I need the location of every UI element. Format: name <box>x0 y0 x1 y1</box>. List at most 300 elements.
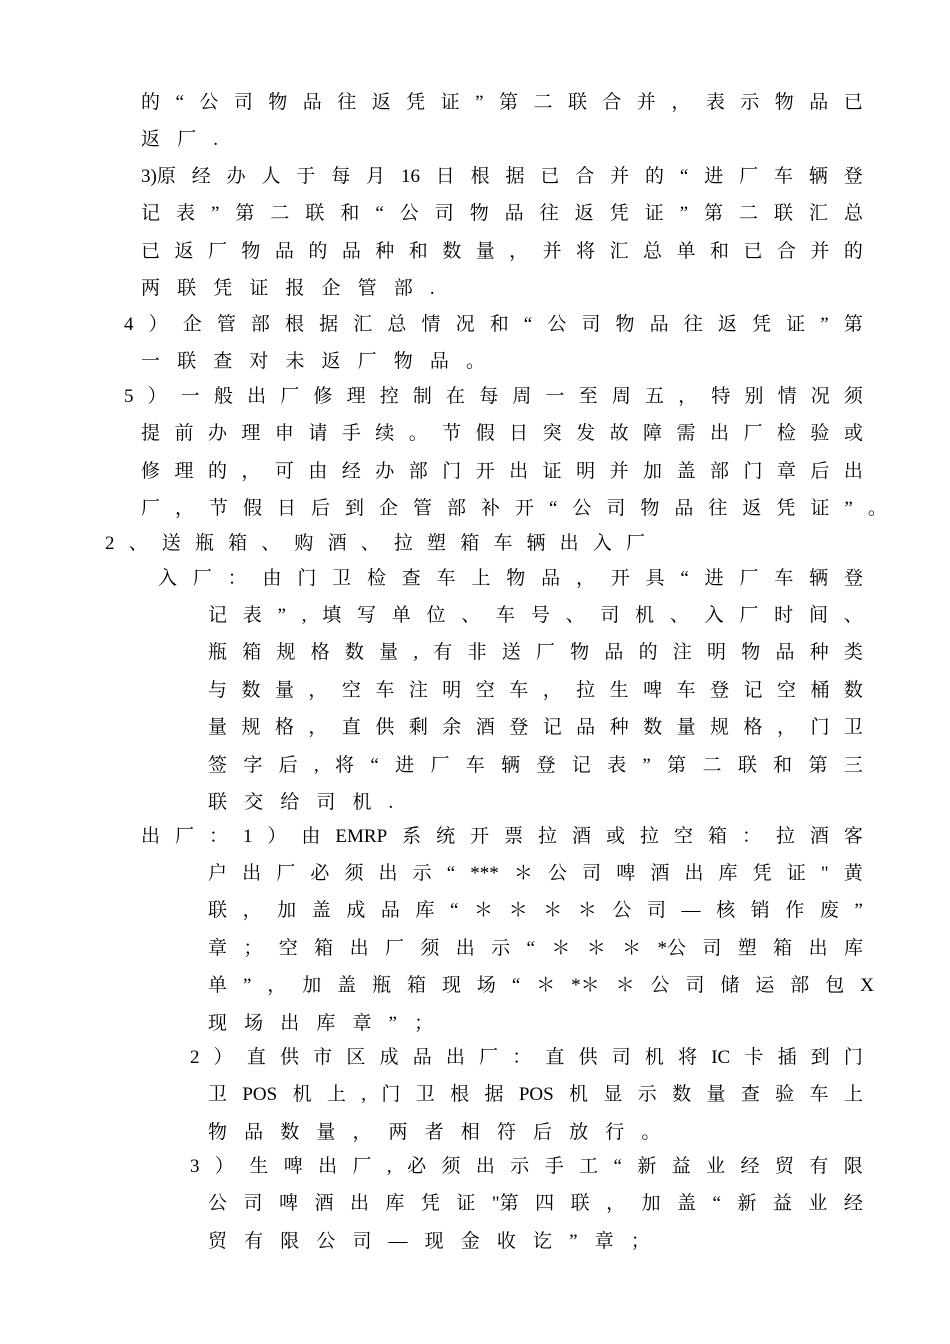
text-token: “ <box>712 1193 721 1214</box>
text-token: 汇 <box>353 314 373 335</box>
text-token: 和 <box>773 755 793 776</box>
text-token: 合 <box>602 92 622 113</box>
text-token: ： <box>741 826 761 847</box>
text-token: 单 <box>676 241 696 262</box>
text-token: ” <box>277 605 286 626</box>
text-token: 废 <box>819 900 839 921</box>
text-token: 司 <box>243 1193 263 1214</box>
text-token: 出 <box>509 461 529 482</box>
text-token: 证 <box>810 498 830 519</box>
text-token: 场 <box>244 1013 264 1034</box>
text-token: ” <box>679 203 689 224</box>
text-token: 量 <box>274 680 294 701</box>
text-token: 、 <box>360 533 380 554</box>
text-token: 未 <box>285 351 305 372</box>
text-token: . <box>429 278 435 299</box>
text-token: 库 <box>718 863 738 884</box>
text-token: ＊ <box>508 900 528 921</box>
text-token: 库 <box>843 938 863 959</box>
text-token: ＊ <box>622 938 642 959</box>
text-token: 证 <box>249 278 269 299</box>
text-token: 符 <box>496 1122 516 1143</box>
text-token: 厂 <box>739 166 759 187</box>
text-token: 并 <box>542 241 562 262</box>
text-token: 前 <box>174 423 194 444</box>
text-token: 手 <box>544 1156 564 1177</box>
text-token: 加 <box>302 975 322 996</box>
text-token: 厂 <box>739 605 759 626</box>
text-token: 2 <box>190 1047 200 1068</box>
text-token: 品 <box>429 351 449 372</box>
text-token: 司 <box>646 900 666 921</box>
text-token: 往 <box>683 314 703 335</box>
text-token: 种 <box>809 642 829 663</box>
text-token: ＊ <box>536 975 556 996</box>
text-token: 瓶 <box>208 642 228 663</box>
text-token: 和 <box>408 241 428 262</box>
text-token: 可 <box>274 461 294 482</box>
text-token: 第 <box>499 92 519 113</box>
text-token: 假 <box>243 498 263 519</box>
text-token: 、 <box>565 605 585 626</box>
text-token: 日 <box>509 423 529 444</box>
text-token: 并 <box>609 461 629 482</box>
text-token: 联 <box>177 351 197 372</box>
text-token: 核 <box>716 900 736 921</box>
text-token: ” <box>210 203 220 224</box>
text-token: 证 <box>456 1193 476 1214</box>
text-token: 汇 <box>808 203 828 224</box>
text-token: 管 <box>216 314 236 335</box>
text-token: 直 <box>545 1047 565 1068</box>
text-token: 拉 <box>640 826 660 847</box>
text-token: 对 <box>249 351 269 372</box>
text-token: 车 <box>509 680 529 701</box>
text-token: 企 <box>182 314 202 335</box>
text-token: 入 <box>158 568 178 589</box>
text-line <box>158 567 863 591</box>
text-token: 客 <box>843 826 863 847</box>
text-line <box>141 350 485 374</box>
text-token: 储 <box>720 975 740 996</box>
text-token: 机 <box>569 1084 589 1105</box>
text-token: 并 <box>810 241 830 262</box>
text-token: 4 <box>124 314 134 335</box>
text-token: 返 <box>321 351 341 372</box>
text-token: 场 <box>476 975 496 996</box>
text-token: " <box>820 863 829 884</box>
text-token: 啤 <box>616 863 636 884</box>
text-token: 出 <box>242 863 262 884</box>
text-token: 具 <box>645 568 665 589</box>
text-token: 塑 <box>427 533 447 554</box>
text-token: 般 <box>213 386 233 407</box>
text-token: IC <box>711 1047 731 1068</box>
text-token: 节 <box>442 423 462 444</box>
text-token: 空 <box>776 680 796 701</box>
text-token: 已 <box>743 241 763 262</box>
text-token: ” <box>844 498 853 519</box>
text-token: 交 <box>244 792 264 813</box>
text-token: 注 <box>672 642 692 663</box>
text-token: 单 <box>391 605 411 626</box>
text-token: ， <box>175 498 195 519</box>
text-line <box>208 1192 863 1216</box>
text-token: 金 <box>460 1231 480 1252</box>
text-token: 供 <box>280 1047 300 1068</box>
text-token: 直 <box>246 1047 266 1068</box>
text-token: 五 <box>644 386 664 407</box>
text-token: 登 <box>536 755 556 776</box>
text-token: 障 <box>643 423 663 444</box>
text-token: 市 <box>313 1047 333 1068</box>
text-token: 的 <box>308 241 328 262</box>
text-token: 每 <box>331 166 351 187</box>
text-token: ” <box>820 314 829 335</box>
text-token: 卡 <box>744 1047 764 1068</box>
text-token: 数 <box>843 680 863 701</box>
text-token: 于 <box>296 166 316 187</box>
text-token: 1 <box>242 826 253 847</box>
text-token: 空 <box>475 680 495 701</box>
text-token: 注 <box>408 680 428 701</box>
text-token: 车 <box>493 533 513 554</box>
text-token: 送 <box>501 642 521 663</box>
text-token: 品 <box>809 92 829 113</box>
text-token: POS <box>242 1084 278 1105</box>
text-token: 品 <box>576 717 596 738</box>
text-token: 证 <box>644 203 664 224</box>
text-token: 往 <box>539 203 559 224</box>
text-token: 部 <box>790 975 810 996</box>
text-token: ” <box>854 900 863 921</box>
text-token: 卫 <box>843 717 863 738</box>
text-token: 出 <box>280 1013 300 1034</box>
text-token: 量 <box>208 717 228 738</box>
text-token: 一 <box>545 386 565 407</box>
text-token: 品 <box>504 203 524 224</box>
text-token: ， <box>575 568 595 589</box>
text-token: 与 <box>208 680 228 701</box>
text-token: 量 <box>475 241 495 262</box>
text-token: 业 <box>808 1193 828 1214</box>
text-token: 一 <box>141 351 161 372</box>
text-token: 卫 <box>415 1084 435 1105</box>
text-token: , <box>386 1156 392 1177</box>
text-token: 出 <box>445 1047 465 1068</box>
text-token: 总 <box>843 203 863 224</box>
text-token: 联 <box>737 755 757 776</box>
text-line <box>208 641 863 665</box>
text-token: 剩 <box>408 717 428 738</box>
text-token: 品 <box>541 568 561 589</box>
text-token: 公 <box>612 900 632 921</box>
text-token: 明 <box>442 680 462 701</box>
text-token: 联 <box>305 203 325 224</box>
text-token: 公 <box>199 92 219 113</box>
text-token: 特 <box>711 386 731 407</box>
text-token: 车 <box>773 166 793 187</box>
text-token: 必 <box>407 1156 427 1177</box>
text-token: 箱 <box>460 533 480 554</box>
text-token: 厂 <box>280 386 300 407</box>
text-token: 凭 <box>213 278 233 299</box>
text-token: 送 <box>161 533 181 554</box>
text-token: 将 <box>576 241 596 262</box>
text-token: 申 <box>274 423 294 444</box>
text-token: 卫 <box>332 568 352 589</box>
text-token: 须 <box>420 938 440 959</box>
text-token: 况 <box>810 386 830 407</box>
text-token: 、 <box>669 605 689 626</box>
text-token: 由 <box>301 826 321 847</box>
text-token: 和 <box>489 314 509 335</box>
text-token: 管 <box>413 498 433 519</box>
text-token: 卫 <box>208 1084 228 1105</box>
text-token: 示 <box>412 863 432 884</box>
text-token: 进 <box>395 755 415 776</box>
text-token: 品 <box>302 92 322 113</box>
text-token: 。 <box>465 351 485 372</box>
text-token: 报 <box>285 278 305 299</box>
text-token: 门 <box>843 1047 863 1068</box>
text-token: 物 <box>241 241 261 262</box>
text-token: “ <box>446 863 456 884</box>
text-token: 合 <box>575 166 595 187</box>
text-token: 返 <box>141 129 161 150</box>
text-token: 二 <box>533 92 553 113</box>
text-token: 记 <box>208 605 228 626</box>
text-token: “ <box>679 166 689 187</box>
text-token: 包 <box>825 975 845 996</box>
text-token: 车 <box>375 680 395 701</box>
text-token: ， <box>267 975 287 996</box>
text-token: ） <box>214 1156 234 1177</box>
text-token: 讫 <box>532 1231 552 1252</box>
text-token: 加 <box>641 1193 661 1214</box>
text-token: 厂 <box>430 755 450 776</box>
text-line <box>208 862 863 886</box>
text-token: 出 <box>843 461 863 482</box>
text-token: 第 <box>235 203 255 224</box>
text-token: 请 <box>308 423 328 444</box>
text-token: 。 <box>641 1122 661 1143</box>
text-token: 黄 <box>843 863 863 884</box>
text-line <box>141 240 863 264</box>
text-token: ” <box>475 92 484 113</box>
text-token: “ <box>680 568 689 589</box>
text-token: 箱 <box>242 642 262 663</box>
text-token: 门 <box>743 461 763 482</box>
text-token: 联 <box>567 92 587 113</box>
text-token: 酒 <box>572 826 592 847</box>
text-token: 辆 <box>808 166 828 187</box>
text-token: . <box>213 129 218 150</box>
text-token: 必 <box>310 863 330 884</box>
text-token: 、 <box>461 605 481 626</box>
text-token: 司 <box>611 1047 631 1068</box>
text-token: 部 <box>447 498 467 519</box>
text-token: 格 <box>310 642 330 663</box>
text-token: X <box>860 975 874 996</box>
text-token: ， <box>242 900 262 921</box>
text-token: 章 <box>352 1013 372 1034</box>
text-token: 机 <box>352 792 372 813</box>
text-token: 机 <box>635 605 655 626</box>
text-token: 已 <box>540 166 560 187</box>
text-token: 啤 <box>278 1193 298 1214</box>
text-token: 根 <box>450 1084 470 1105</box>
text-token: 空 <box>673 826 693 847</box>
text-token: *** <box>470 863 499 884</box>
text-token: 的 <box>141 92 161 113</box>
text-token: 位 <box>426 605 446 626</box>
text-token: 三 <box>843 755 863 776</box>
text-token: 工 <box>579 1156 599 1177</box>
text-token: 物 <box>640 498 660 519</box>
text-token: 或 <box>606 826 626 847</box>
text-token: 查 <box>740 1084 760 1105</box>
text-token: 公 <box>547 314 567 335</box>
text-token: 有 <box>244 1231 264 1252</box>
text-token: ” <box>642 755 651 776</box>
text-token: 司 <box>685 975 705 996</box>
text-token: 成 <box>379 1047 399 1068</box>
text-token: 余 <box>442 717 462 738</box>
text-token: 后 <box>532 1122 552 1143</box>
text-token: 啤 <box>283 1156 303 1177</box>
text-token: 周 <box>512 386 532 407</box>
text-token: 箱 <box>314 938 334 959</box>
text-token: 、 <box>128 533 148 554</box>
text-token: 进 <box>704 568 724 589</box>
text-line <box>141 91 863 115</box>
text-token: 部 <box>709 461 729 482</box>
text-token: 司 <box>581 314 601 335</box>
text-token: 物 <box>469 203 489 224</box>
text-token: 新 <box>737 1193 757 1214</box>
text-token: 返 <box>174 241 194 262</box>
text-token: 凭 <box>406 92 426 113</box>
text-token: 凭 <box>751 314 771 335</box>
text-token: 上 <box>471 568 491 589</box>
text-token: 的 <box>843 241 863 262</box>
text-token: ； <box>243 938 263 959</box>
text-token: 明 <box>576 461 596 482</box>
text-line <box>208 1230 650 1254</box>
text-token: , <box>413 642 419 663</box>
text-token: 根 <box>470 166 490 187</box>
text-token: 理 <box>346 386 366 407</box>
text-token: , <box>301 605 307 626</box>
text-token: 司 <box>606 498 626 519</box>
text-token: 签 <box>208 755 228 776</box>
text-token: 限 <box>843 1156 863 1177</box>
text-token: 物 <box>570 642 590 663</box>
text-token: 入 <box>592 533 612 554</box>
text-token: 公 <box>316 1231 336 1252</box>
text-token: 证 <box>542 461 562 482</box>
text-token: 品 <box>341 241 361 262</box>
text-token: 运 <box>755 975 775 996</box>
text-token: 据 <box>484 1084 504 1105</box>
text-token: 一 <box>180 386 200 407</box>
text-token: 销 <box>750 900 770 921</box>
text-token: 章 <box>594 1231 614 1252</box>
text-token: 成 <box>346 900 366 921</box>
text-token: 总 <box>643 241 663 262</box>
text-token: 、 <box>843 605 863 626</box>
text-token: 相 <box>460 1122 480 1143</box>
text-token: 控 <box>379 386 399 407</box>
text-token: 登 <box>509 717 529 738</box>
text-token: 品 <box>775 642 795 663</box>
text-token: 的 <box>638 642 658 663</box>
text-token: 品 <box>649 314 669 335</box>
text-token: 机 <box>292 1084 312 1105</box>
text-token: 写 <box>356 605 376 626</box>
text-token: 供 <box>375 717 395 738</box>
text-token: 非 <box>467 642 487 663</box>
text-token: 规 <box>710 717 730 738</box>
text-token: 情 <box>421 314 441 335</box>
text-token: ＊ <box>577 900 597 921</box>
text-token: ， <box>241 461 261 482</box>
text-token: 品 <box>274 241 294 262</box>
text-token: 箱 <box>228 533 248 554</box>
text-line <box>141 825 863 849</box>
text-token: 出 <box>349 938 369 959</box>
text-token: 出 <box>455 938 475 959</box>
text-token: 门 <box>297 568 317 589</box>
text-token: 生 <box>609 680 629 701</box>
text-token: 业 <box>706 1156 726 1177</box>
text-token: 经 <box>341 461 361 482</box>
text-token: 查 <box>401 568 421 589</box>
text-token: ＊ <box>543 900 563 921</box>
text-token: “ <box>613 1156 622 1177</box>
text-token: 合 <box>776 241 796 262</box>
text-token: 箱 <box>773 938 793 959</box>
text-token: 塑 <box>737 938 757 959</box>
text-token: 厂 <box>535 642 555 663</box>
text-token: “ <box>175 92 184 113</box>
text-token: 联 <box>208 792 228 813</box>
text-token: 机 <box>644 1047 664 1068</box>
text-token: 出 <box>318 1156 338 1177</box>
text-token: 辆 <box>501 755 521 776</box>
text-token: ＊ <box>474 900 494 921</box>
text-token: ， <box>678 386 698 407</box>
text-token: 车 <box>436 568 456 589</box>
text-token: “ <box>511 975 521 996</box>
text-token: 部 <box>393 278 413 299</box>
text-token: 总 <box>387 314 407 335</box>
text-token: 字 <box>243 755 263 776</box>
text-line <box>208 716 863 740</box>
text-token: ： <box>208 826 228 847</box>
text-token: 者 <box>424 1122 444 1143</box>
text-token: 3)原 <box>141 166 176 187</box>
text-token: 加 <box>643 461 663 482</box>
text-token: 酒 <box>327 533 347 554</box>
text-token: 日 <box>435 166 455 187</box>
text-token: 须 <box>843 386 863 407</box>
text-token: 格 <box>274 717 294 738</box>
text-token: 人 <box>261 166 281 187</box>
text-token: 每 <box>479 386 499 407</box>
text-token: 周 <box>611 386 631 407</box>
